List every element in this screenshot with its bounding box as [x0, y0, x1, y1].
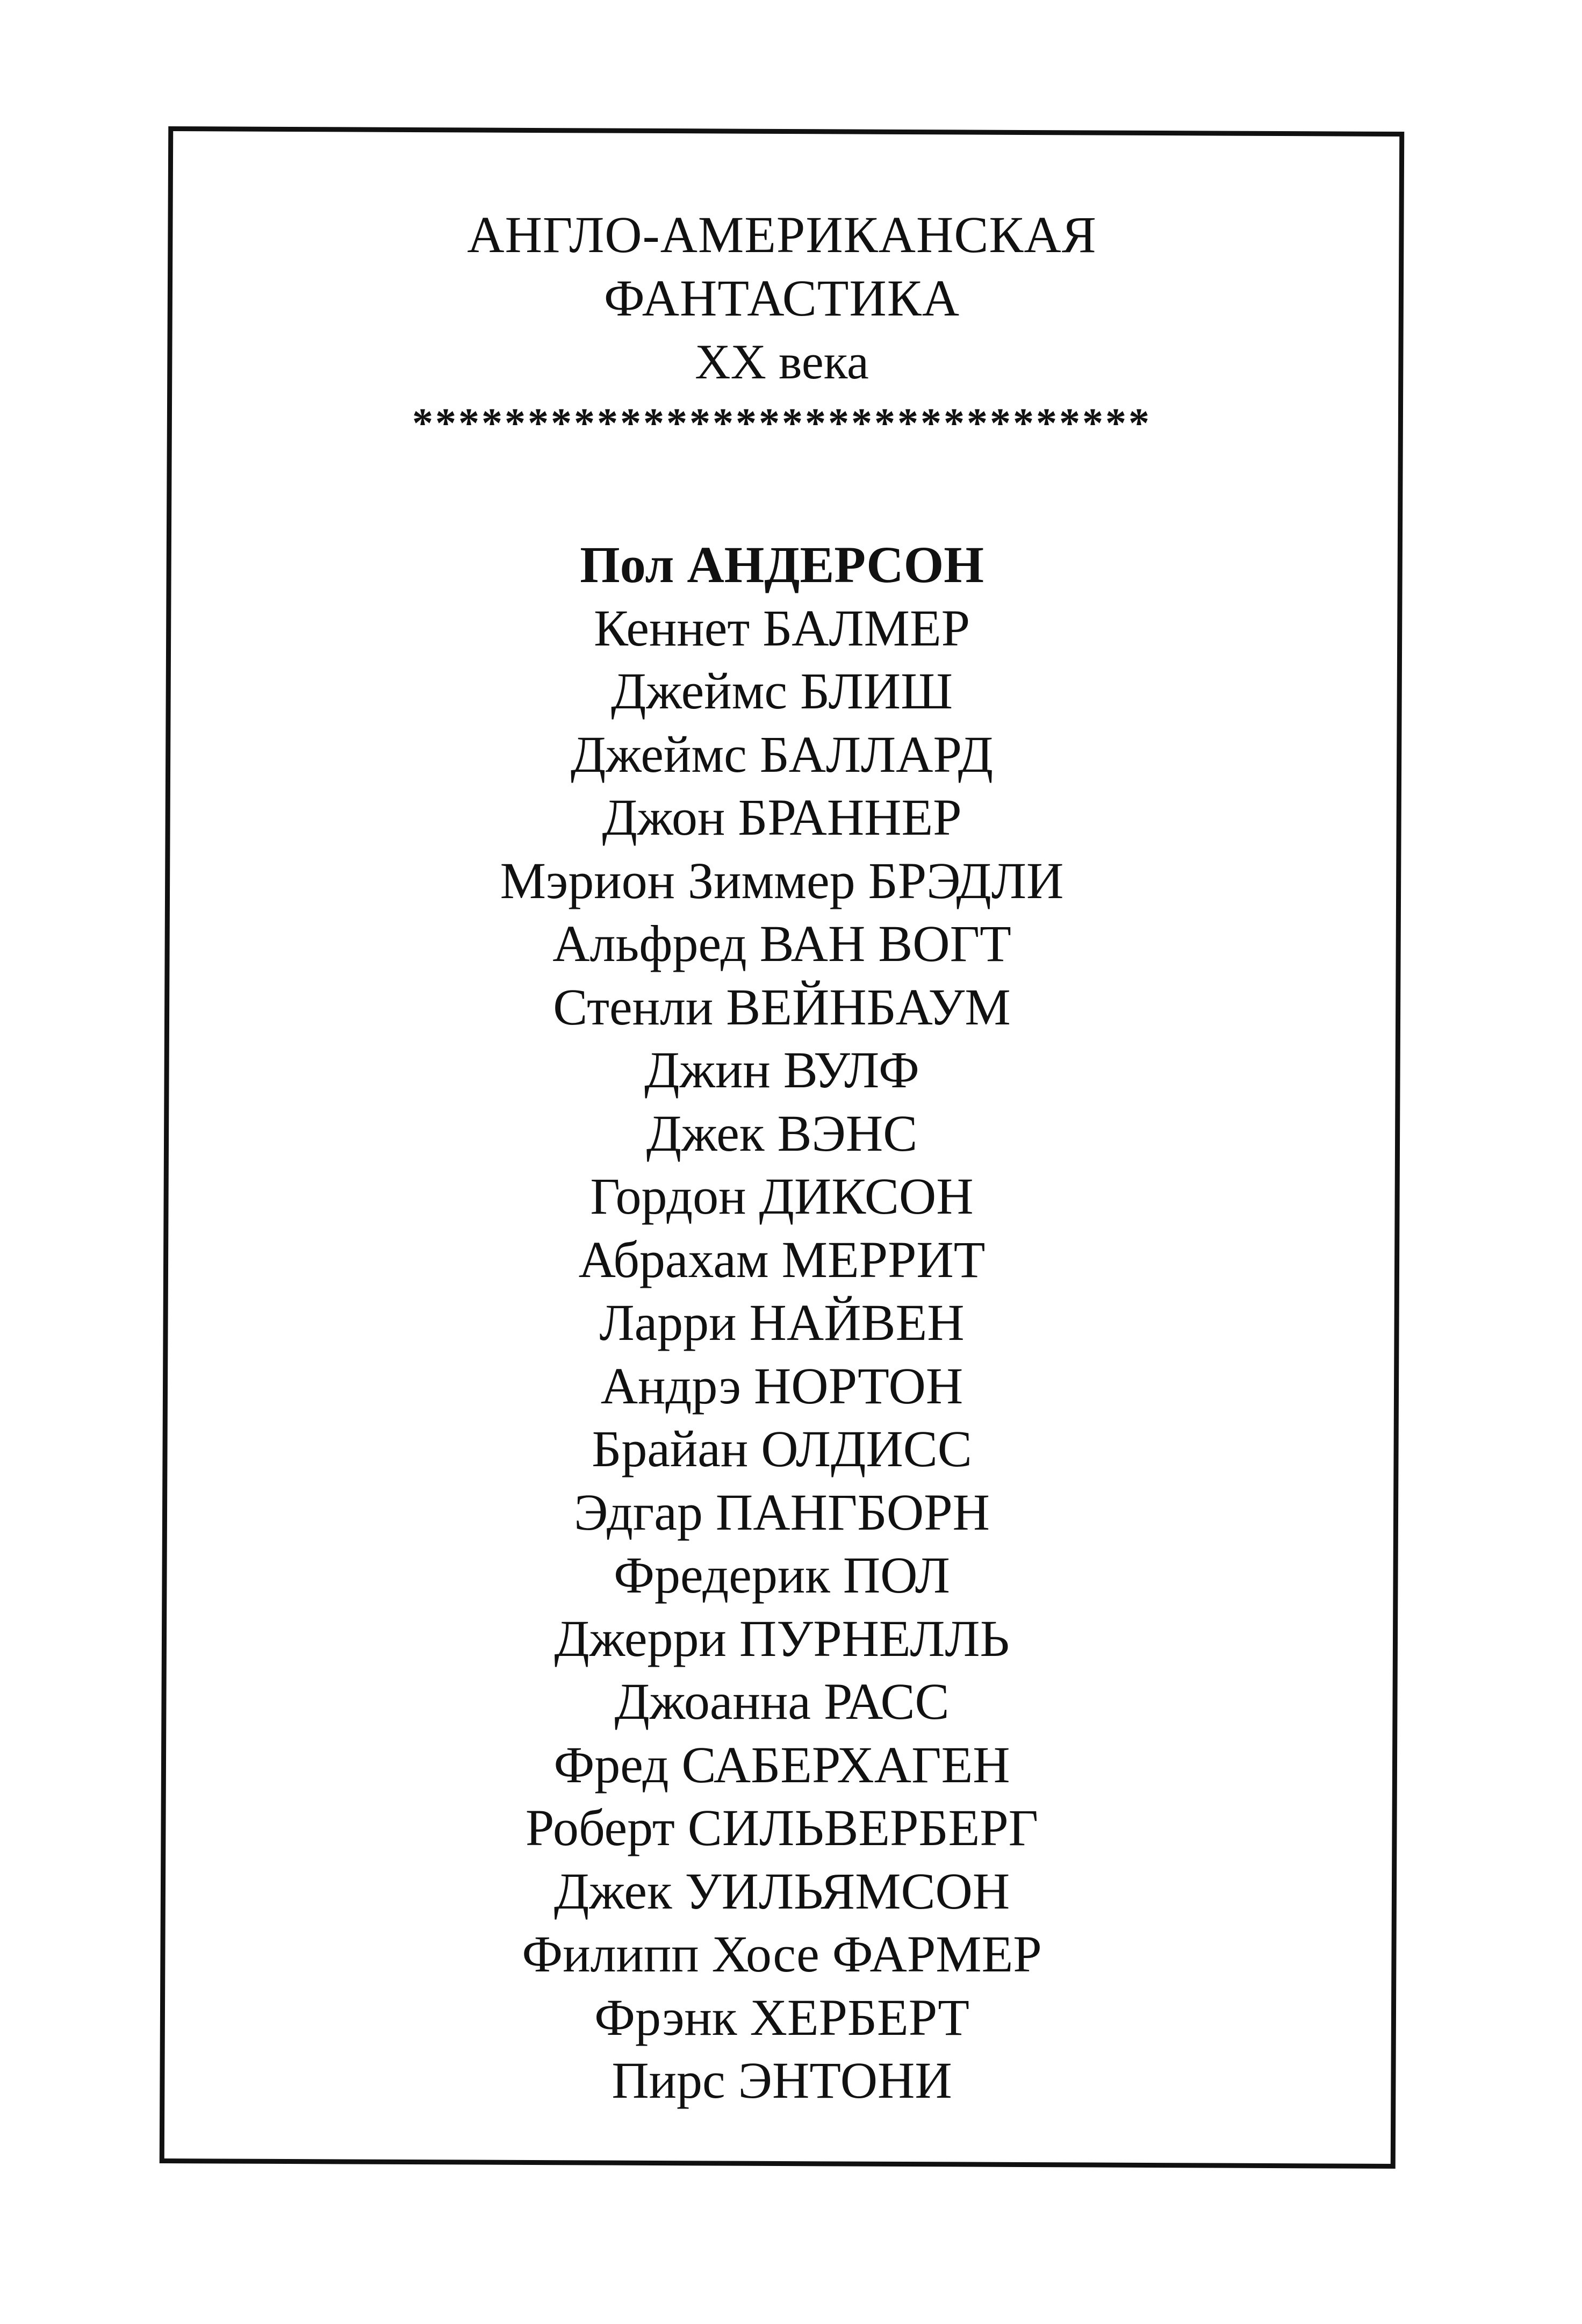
series-subtitle: XX века — [695, 334, 869, 389]
author-name: Филипп Хосе ФАРМЕР — [522, 1925, 1042, 1983]
author-name: Брайан ОЛДИСС — [592, 1420, 972, 1477]
author-name: Пирс ЭНТОНИ — [612, 2052, 952, 2109]
author-name: Джек УИЛЬЯМСОН — [553, 1862, 1010, 1920]
author-name: Пол АНДЕРСОН — [580, 536, 984, 593]
asterisk-separator: ******************************** — [412, 399, 1152, 446]
author-name: Джеймс БЛИШ — [611, 662, 953, 720]
author-name: Эдгар ПАНГБОРН — [574, 1483, 990, 1541]
author-name: Джон БРАННЕР — [602, 788, 962, 846]
author-name: Джерри ПУРНЕЛЛЬ — [554, 1609, 1010, 1667]
author-name: Кеннет БАЛМЕР — [594, 599, 970, 657]
author-name: Джеймс БАЛЛАРД — [570, 725, 994, 783]
author-name: Фрэнк ХЕРБЕРТ — [594, 1988, 969, 2046]
author-name: Джин ВУЛФ — [644, 1041, 919, 1099]
author-name: Гордон ДИКСОН — [590, 1167, 974, 1225]
series-title-line-2: ФАНТАСТИКА — [603, 269, 960, 327]
author-name: Андрэ НОРТОН — [600, 1357, 963, 1415]
author-name: Фред САБЕРХАГЕН — [553, 1735, 1010, 1794]
author-list — [164, 533, 1400, 2112]
series-page — [164, 129, 1400, 2112]
author-name: Абрахам МЕРРИТ — [578, 1230, 986, 1288]
author-name: Роберт СИЛЬВЕРБЕРГ — [525, 1799, 1039, 1856]
author-name: Джоанна РАСС — [614, 1673, 950, 1730]
series-title-line-1: АНГЛО-АМЕРИКАНСКАЯ — [467, 206, 1097, 263]
author-name: Мэрион Зиммер БРЭДЛИ — [500, 851, 1064, 909]
author-name: Стенли ВЕЙНБАУМ — [553, 978, 1011, 1036]
author-name: Ларри НАЙВЕН — [599, 1294, 965, 1351]
author-name: Джек ВЭНС — [646, 1104, 918, 1162]
author-name: Фредерик ПОЛ — [614, 1546, 950, 1604]
author-name: Альфред ВАН ВОГТ — [552, 915, 1011, 972]
